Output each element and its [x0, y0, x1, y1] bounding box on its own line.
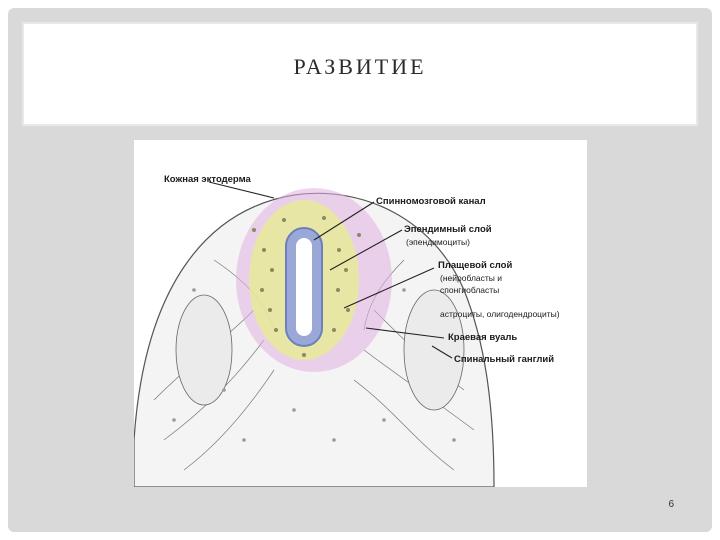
spinal-ganglion-shape [404, 290, 464, 410]
label-mantle-layer: Плащевой слой [438, 260, 513, 271]
label-ependymal-sub: (эпендимоциты) [406, 237, 470, 247]
label-mantle-sub3: астроциты, олигодендроциты) [440, 309, 560, 319]
label-spinal-canal: Спинномозговой канал [376, 196, 486, 207]
slide [8, 8, 712, 532]
label-mantle-sub2: спонгиобласты [440, 285, 500, 295]
neural-tube-figure [134, 140, 587, 487]
label-spinal-ganglion: Спинальный ганглий [454, 354, 555, 365]
spinal-canal-lumen [296, 238, 312, 336]
page-number: 6 [668, 499, 674, 510]
title-box [22, 22, 698, 126]
label-ependymal-layer: Эпендимный слой [404, 224, 492, 235]
label-mantle-sub1: (нейробласты и [440, 273, 502, 283]
slide-title: РАЗВИТИЕ [293, 54, 427, 79]
label-marginal-veil: Краевая вуаль [448, 332, 518, 343]
label-skin-ectoderm: Кожная эктодерма [164, 174, 251, 185]
